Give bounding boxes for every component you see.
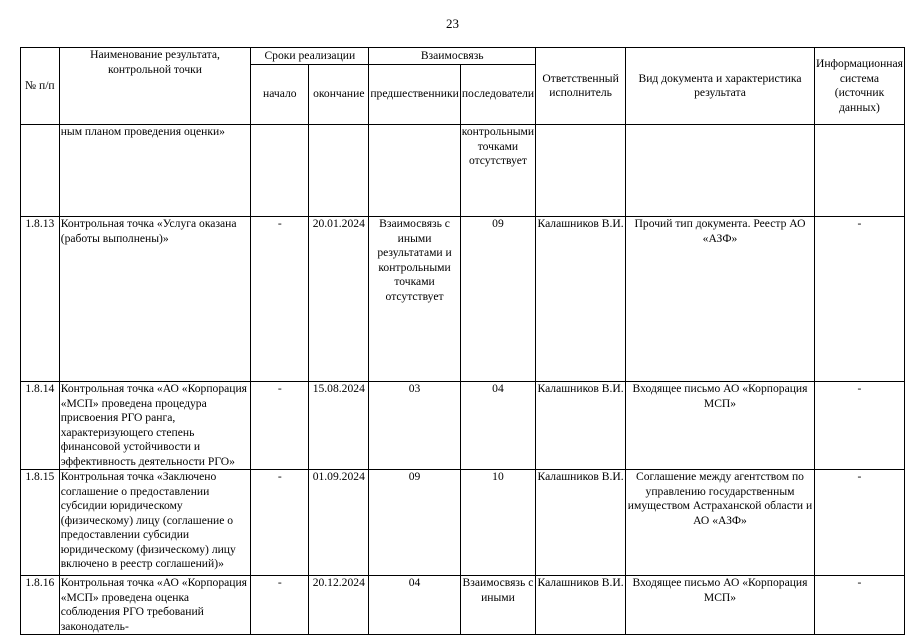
cell-start: - — [251, 470, 309, 576]
cell-succ: Взаимосвязь с иными — [460, 576, 535, 635]
cell-name: Контрольная точка «Заключено соглашение о предоставлении субсидии юридическому (физическому) лицу (соглашение о предоставлении субсидии юридическому (физическому) лицу включено в реестр соглашений)» — [59, 470, 251, 576]
cell-num: 1.8.15 — [21, 470, 60, 576]
header-start: начало — [251, 65, 309, 125]
table-row — [21, 125, 905, 217]
cell-start: - — [251, 217, 309, 382]
cell-succ: 04 — [460, 382, 535, 470]
cell-succ: контрольными точками отсутствует — [460, 125, 535, 217]
header-pred: предшественники — [369, 65, 460, 125]
cell-num: 1.8.16 — [21, 576, 60, 635]
cell-end — [309, 125, 369, 217]
cell-start: - — [251, 576, 309, 635]
cell-succ: 10 — [460, 470, 535, 576]
cell-responsible: Калашников В.И. — [536, 576, 626, 635]
table-row — [21, 382, 905, 470]
cell-end: 20.12.2024 — [309, 576, 369, 635]
header-end: окончание — [309, 65, 369, 125]
cell-num: 1.8.14 — [21, 382, 60, 470]
cell-info: - — [814, 382, 904, 470]
cell-start: - — [251, 382, 309, 470]
cell-name: Контрольная точка «Услуга оказана (работы выполнены)» — [59, 217, 251, 382]
cell-pred: 03 — [369, 382, 460, 470]
cell-pred: 04 — [369, 576, 460, 635]
cell-end: 01.09.2024 — [309, 470, 369, 576]
table-row — [21, 576, 905, 635]
plan-table — [20, 47, 905, 635]
cell-responsible: Калашников В.И. — [536, 382, 626, 470]
cell-num — [21, 125, 60, 217]
cell-info — [814, 125, 904, 217]
header-doc: Вид документа и характеристика результата — [626, 48, 815, 125]
header-info: Информационная система (источник данных) — [814, 48, 904, 125]
table-row — [21, 470, 905, 576]
page-number: 23 — [446, 16, 459, 31]
cell-pred — [369, 125, 460, 217]
cell-num: 1.8.13 — [21, 217, 60, 382]
cell-name: Контрольная точка «АО «Корпорация «МСП» проведена процедура присвоения РГО ранга, характеризующего степень финансовой устойчивости и эффективность деятельности РГО» — [59, 382, 251, 470]
header-succ: последователи — [460, 65, 535, 125]
cell-end: 20.01.2024 — [309, 217, 369, 382]
cell-end: 15.08.2024 — [309, 382, 369, 470]
table-row — [21, 217, 905, 382]
cell-name: Контрольная точка «АО «Корпорация «МСП» проведена оценка соблюдения РГО требований законодатель- — [59, 576, 251, 635]
cell-info: - — [814, 470, 904, 576]
cell-doc — [626, 125, 815, 217]
cell-pred: 09 — [369, 470, 460, 576]
cell-start — [251, 125, 309, 217]
header-num: № п/п — [21, 48, 60, 125]
header-name: Наименование результата, контрольной точки — [59, 48, 251, 125]
cell-responsible — [536, 125, 626, 217]
cell-name: ным планом проведения оценки» — [59, 125, 251, 217]
cell-doc: Входящее письмо АО «Корпорация МСП» — [626, 382, 815, 470]
cell-responsible: Калашников В.И. — [536, 470, 626, 576]
cell-info: - — [814, 576, 904, 635]
cell-succ: 09 — [460, 217, 535, 382]
header-relation: Взаимосвязь — [369, 48, 536, 65]
cell-doc: Соглашение между агентством по управлению государственным имуществом Астраханской области и АО «АЗФ» — [626, 470, 815, 576]
cell-pred: Взаимосвязь с иными результатами и контрольными точками отсутствует — [369, 217, 460, 382]
cell-info: - — [814, 217, 904, 382]
header-terms: Сроки реализации — [251, 48, 369, 65]
header-responsible: Ответственный исполнитель — [536, 48, 626, 125]
cell-doc: Входящее письмо АО «Корпорация МСП» — [626, 576, 815, 635]
cell-responsible: Калашников В.И. — [536, 217, 626, 382]
cell-doc: Прочий тип документа. Реестр АО «АЗФ» — [626, 217, 815, 382]
